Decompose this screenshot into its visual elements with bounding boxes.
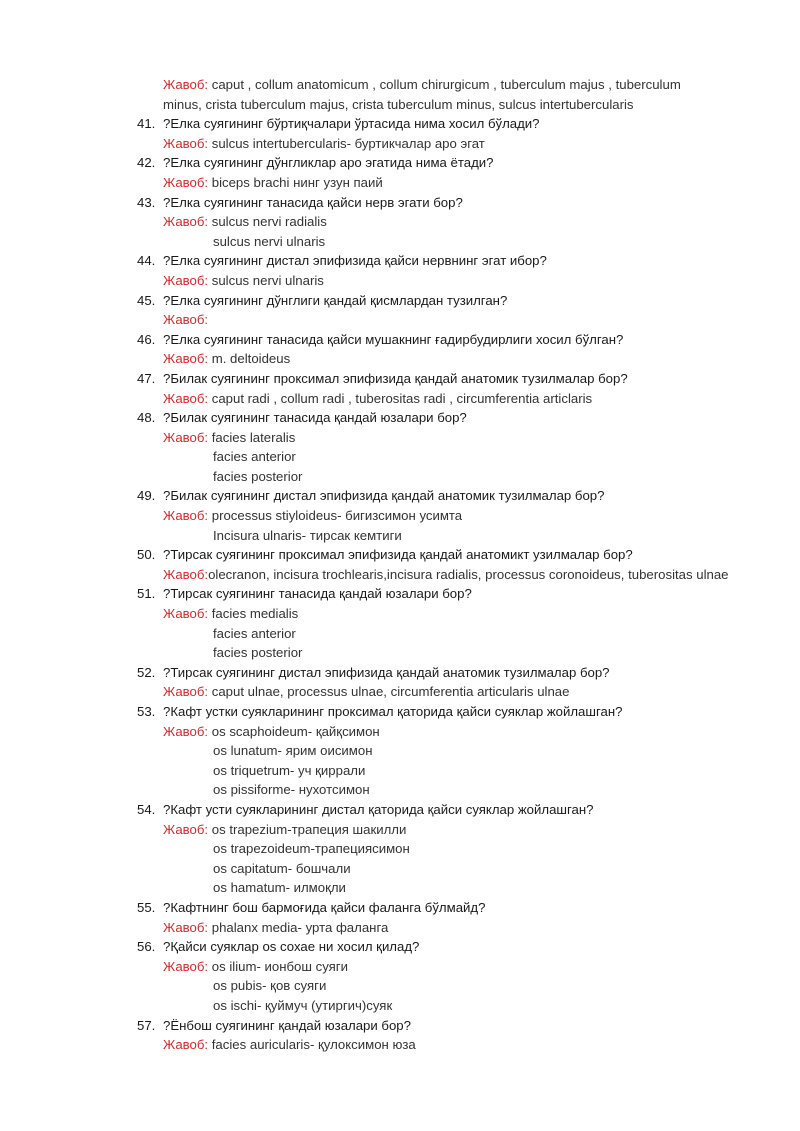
answer-line [0,212,800,232]
answer-extra-line [0,859,800,879]
answer-extra-text: os trapezoideum-трапециясимон [213,841,410,857]
answer-line [0,682,800,702]
question-text: ?Қайси суяклар os сохае ни хосил қилад? [163,939,420,955]
answer-extra-line [0,232,800,252]
answer-line [0,1035,800,1055]
question-text: ?Тирсак суягининг проксимал эпифизида қандай анатомикт узилмалар бор? [163,547,633,563]
question-text: ?Елка суягининг дўнгликлар аро эгатида нима ётади? [163,155,494,171]
question-text: ?Елка суягининг дистал эпифизида қайси нервнинг эгат ибор? [163,253,547,269]
answer-extra-text: os triquetrum- уч қиррали [213,762,366,778]
question-line [0,937,800,957]
answer-text: os ilium- ионбош суяги [208,958,348,974]
answer-text: biceps brachi нинг узун паий [208,174,383,190]
answer-line [0,271,800,291]
answer-extra-line [0,996,800,1016]
answer-line [0,604,800,624]
answer-label: Жавоб: [163,821,209,837]
answer-line [0,310,800,330]
question-line [0,800,800,820]
answer-label: Жавоб: [163,429,209,445]
answer-line [0,565,800,585]
question-text: ?Билак суягининг проксимал эпифизида қандай анатомик тузилмалар бор? [163,370,628,386]
answer-text: caput , collum anatomicum , collum chirurgicum , tuberculum majus , tuberculum [208,77,681,92]
question-number: 56. [137,939,156,955]
answer-label: Жавоб: [163,1037,209,1053]
answer-extra-line [0,643,800,663]
question-number: 49. [137,488,156,504]
answer-label: Жавоб: [163,214,209,230]
answer-extra-text: facies anterior [213,449,296,465]
answer-line [0,506,800,526]
answer-label: Жавоб: [163,351,209,367]
question-number: 48. [137,410,156,426]
question-number: 43. [137,194,156,210]
answer-extra-text: facies posterior [213,645,303,661]
question-line [0,486,800,506]
answer-extra-line [0,976,800,996]
answer-line [0,389,800,409]
answer-label: Жавоб: [163,723,209,739]
answer-text: sulcus nervi radialis [208,214,327,230]
question-text: ?Кафт усти суякларининг дистал қаторида қайси суяклар жойлашган? [163,801,594,817]
question-text: ?Елка суягининг танасида қайси мушакнинг ғадирбудирлиги хосил бўлган? [163,331,624,347]
question-number: 47. [137,370,156,386]
answer-text: olecranon, incisura trochlearis,incisura radialis, processus coronoideus, tuberositas ulnae [208,566,729,582]
question-text: ?Кафтнинг бош бармоғида қайси фаланга бўлмайд? [163,899,486,915]
answer-extra-line [0,741,800,761]
answer-extra-line [0,878,800,898]
question-text: ?Кафт устки суякларининг проксимал қаторида қайси суяклар жойлашган? [163,704,623,719]
intro-answer-continuation [0,95,800,115]
answer-label: Жавоб: [163,77,209,92]
answer-line [0,820,800,840]
answer-extra-line [0,839,800,859]
answer-line [0,349,800,369]
question-line [0,584,800,604]
question-text: ?Ёнбош суягининг қандай юзалари бор? [163,1017,411,1033]
answer-line [0,173,800,193]
answer-extra-text: os ischi- қуймуч (утиргич)суяк [213,997,393,1013]
answer-label: Жавоб: [163,174,209,190]
answer-extra-text: os hamatum- илмоқли [213,880,346,896]
answer-text: phalanx media- урта фаланга [208,919,389,935]
answer-text: caput ulnae, processus ulnae, circumferentia articularis ulnae [208,684,570,700]
question-number: 42. [137,155,156,171]
question-line [0,545,800,565]
answer-line [0,957,800,977]
answer-label: Жавоб: [163,272,209,288]
qa-list [0,75,800,1055]
question-line [0,291,800,311]
answer-text: m. deltoideus [208,351,291,367]
answer-text: facies lateralis [208,429,296,445]
answer-extra-text: sulcus nervi ulnaris [213,233,326,249]
answer-extra-text: facies posterior [213,468,303,484]
answer-extra-text: Incisura ulnaris- тирсак кемтиги [213,527,402,543]
answer-extra-line [0,624,800,644]
answer-label: Жавоб: [163,390,209,406]
answer-text: sulcus nervi ulnaris [208,272,324,288]
answer-label: Жавоб: [163,312,209,328]
question-line [0,251,800,271]
answer-extra-text: os lunatum- ярим оисимон [213,743,373,759]
answer-text: os scaphoideum- қайқсимон [208,723,380,739]
question-number: 52. [137,664,156,680]
question-number: 57. [137,1017,156,1033]
question-text: ?Елка суягининг танасида қайси нерв эгати бор? [163,194,463,210]
answer-extra-text: facies anterior [213,625,296,641]
answer-extra-line [0,467,800,487]
question-number: 44. [137,253,156,269]
question-line [0,1016,800,1036]
answer-label: Жавоб: [163,508,209,524]
question-number: 41. [137,116,156,132]
answer-extra-text: os pubis- қов суяги [213,978,327,994]
question-line [0,898,800,918]
answer-text: os trapezium-трапеция шакилли [208,821,407,837]
question-number: 45. [137,292,156,308]
answer-extra-line [0,447,800,467]
answer-text: facies auricularis- қулоксимон юза [208,1037,416,1053]
answer-label: Жавоб: [163,919,209,935]
answer-text: processus stiyloideus- бигизсимон усимта [208,508,463,524]
question-line [0,114,800,134]
answer-line [0,918,800,938]
answer-line [0,134,800,154]
answer-extra-text: os capitatum- бошчали [213,860,351,876]
question-text: ?Тирсак суягининг дистал эпифизида қандай анатомик тузилмалар бор? [163,664,610,680]
question-number: 51. [137,586,156,602]
answer-text: sulcus intertubercularis- буртикчалар аро эгат [208,135,485,151]
question-line [0,408,800,428]
answer-extra-line [0,526,800,546]
question-number: 46. [137,331,156,347]
question-number: 55. [137,899,156,915]
answer-extra-line [0,780,800,800]
question-number: 53. [137,704,156,719]
answer-label: Жавоб: [163,135,209,151]
question-line [0,369,800,389]
question-line [0,702,800,722]
answer-line [0,428,800,448]
question-line [0,330,800,350]
answer-text: caput radi , collum radi , tuberositas radi , circumferentia articlaris [208,390,593,406]
answer-label: Жавоб: [163,566,209,582]
answer-extra-text: os pissiforme- нухотсимон [213,782,370,798]
answer-label: Жавоб: [163,606,209,622]
question-text: ?Билак суягининг дистал эпифизида қандай анатомик тузилмалар бор? [163,488,605,504]
answer-line [0,722,800,742]
question-number: 54. [137,801,156,817]
answer-label: Жавоб: [163,684,209,700]
question-line [0,193,800,213]
answer-label: Жавоб: [163,958,209,974]
question-text: ?Билак суягининг танасида қандай юзалари бор? [163,410,467,426]
answer-extra-line [0,761,800,781]
answer-text: facies medialis [208,606,299,622]
question-text: ?Елка суягининг дўнглиги қандай қисмлардан тузилган? [163,292,508,308]
question-line [0,663,800,683]
answer-text: minus, crista tuberculum majus, crista tuberculum minus, sulcus intertubercularis [163,96,634,112]
question-line [0,153,800,173]
question-number: 50. [137,547,156,563]
question-text: ?Тирсак суягининг танасида қандай юзалари бор? [163,586,472,602]
question-text: ?Елка суягининг бўртиқчалари ўртасида нима хосил бўлади? [163,116,540,132]
intro-answer-line [0,75,800,95]
